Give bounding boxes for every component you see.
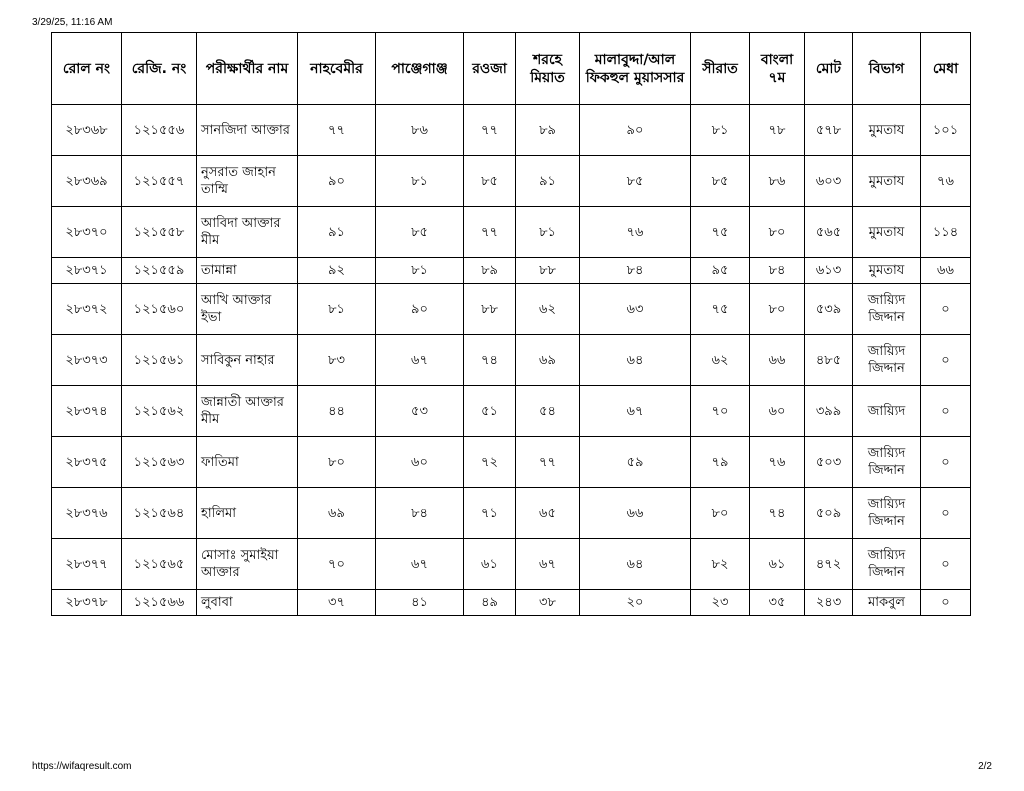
rawja-cell: ৬১ bbox=[464, 539, 516, 590]
print-datetime: 3/29/25, 11:16 AM bbox=[32, 17, 113, 28]
malabudda-cell: ৯০ bbox=[580, 105, 691, 156]
sharhe-miyat-cell: ৮৯ bbox=[516, 105, 580, 156]
roll-cell: ২৮৩৭২ bbox=[52, 284, 122, 335]
header-nahbemir: নাহবেমীর bbox=[298, 33, 376, 105]
malabudda-cell: ৬৩ bbox=[580, 284, 691, 335]
bangla-cell: ৮৬ bbox=[750, 156, 805, 207]
malabudda-cell: ৭৬ bbox=[580, 207, 691, 258]
page-number: 2/2 bbox=[978, 761, 992, 772]
merit-cell: ০ bbox=[921, 437, 971, 488]
reg-cell: ১২১৫৬১ bbox=[122, 335, 197, 386]
sirat-cell: ৭৯ bbox=[691, 437, 750, 488]
header-division: বিভাগ bbox=[853, 33, 921, 105]
name-cell: মোসাঃ সুমাইয়া আক্তার bbox=[197, 539, 298, 590]
merit-cell: ৭৬ bbox=[921, 156, 971, 207]
table-row bbox=[52, 156, 971, 207]
panjeganj-cell: ৬৭ bbox=[376, 539, 464, 590]
roll-cell: ২৮৩৬৮ bbox=[52, 105, 122, 156]
merit-cell: ০ bbox=[921, 284, 971, 335]
sharhe-miyat-cell: ৩৮ bbox=[516, 590, 580, 616]
header-malabudda: মালাবুদ্দা/আল ফিকহুল মুয়াসসার bbox=[580, 33, 691, 105]
bangla-cell: ৮০ bbox=[750, 284, 805, 335]
nahbemir-cell: ৯১ bbox=[298, 207, 376, 258]
roll-cell: ২৮৩৭৪ bbox=[52, 386, 122, 437]
bangla-cell: ৭৪ bbox=[750, 488, 805, 539]
rawja-cell: ৭১ bbox=[464, 488, 516, 539]
panjeganj-cell: ৮৪ bbox=[376, 488, 464, 539]
rawja-cell: ৭২ bbox=[464, 437, 516, 488]
sirat-cell: ৯৫ bbox=[691, 258, 750, 284]
bangla-cell: ৮০ bbox=[750, 207, 805, 258]
roll-cell: ২৮৩৭৩ bbox=[52, 335, 122, 386]
nahbemir-cell: ৩৭ bbox=[298, 590, 376, 616]
sirat-cell: ৭৫ bbox=[691, 284, 750, 335]
nahbemir-cell: ৮১ bbox=[298, 284, 376, 335]
malabudda-cell: ৬৪ bbox=[580, 335, 691, 386]
table-row bbox=[52, 284, 971, 335]
malabudda-cell: ২০ bbox=[580, 590, 691, 616]
panjeganj-cell: ৮৬ bbox=[376, 105, 464, 156]
division-cell: জায়্যিদ bbox=[853, 386, 921, 437]
sirat-cell: ৮৫ bbox=[691, 156, 750, 207]
rawja-cell: ৮৯ bbox=[464, 258, 516, 284]
name-cell: আখি আক্তার ইভা bbox=[197, 284, 298, 335]
reg-cell: ১২১৫৬৪ bbox=[122, 488, 197, 539]
sharhe-miyat-cell: ৯১ bbox=[516, 156, 580, 207]
table-row bbox=[52, 335, 971, 386]
malabudda-cell: ৬৬ bbox=[580, 488, 691, 539]
table-row bbox=[52, 258, 971, 284]
panjeganj-cell: ৮১ bbox=[376, 156, 464, 207]
sirat-cell: ৭০ bbox=[691, 386, 750, 437]
header-sirat: সীরাত bbox=[691, 33, 750, 105]
header-bangla: বাংলা ৭ম bbox=[750, 33, 805, 105]
nahbemir-cell: ৭০ bbox=[298, 539, 376, 590]
header-roll: রোল নং bbox=[52, 33, 122, 105]
table-row bbox=[52, 488, 971, 539]
sharhe-miyat-cell: ৭৭ bbox=[516, 437, 580, 488]
reg-cell: ১২১৫৫৮ bbox=[122, 207, 197, 258]
sharhe-miyat-cell: ৬২ bbox=[516, 284, 580, 335]
merit-cell: ০ bbox=[921, 335, 971, 386]
panjeganj-cell: ৪১ bbox=[376, 590, 464, 616]
sirat-cell: ৮২ bbox=[691, 539, 750, 590]
panjeganj-cell: ৯০ bbox=[376, 284, 464, 335]
sirat-cell: ৭৫ bbox=[691, 207, 750, 258]
bangla-cell: ৬১ bbox=[750, 539, 805, 590]
reg-cell: ১২১৫৬৩ bbox=[122, 437, 197, 488]
total-cell: ৫০৩ bbox=[805, 437, 853, 488]
total-cell: ৬১৩ bbox=[805, 258, 853, 284]
table-row bbox=[52, 105, 971, 156]
reg-cell: ১২১৫৬৬ bbox=[122, 590, 197, 616]
total-cell: ২৪৩ bbox=[805, 590, 853, 616]
division-cell: জায়্যিদ জিদ্দান bbox=[853, 284, 921, 335]
nahbemir-cell: ৬৯ bbox=[298, 488, 376, 539]
rawja-cell: ৭৭ bbox=[464, 207, 516, 258]
panjeganj-cell: ৫৩ bbox=[376, 386, 464, 437]
rawja-cell: ৪৯ bbox=[464, 590, 516, 616]
division-cell: জায়্যিদ জিদ্দান bbox=[853, 437, 921, 488]
nahbemir-cell: ৯২ bbox=[298, 258, 376, 284]
roll-cell: ২৮৩৭৮ bbox=[52, 590, 122, 616]
header-total: মোট bbox=[805, 33, 853, 105]
reg-cell: ১২১৫৫৭ bbox=[122, 156, 197, 207]
total-cell: ৪৭২ bbox=[805, 539, 853, 590]
total-cell: ৪৮৫ bbox=[805, 335, 853, 386]
malabudda-cell: ৮৪ bbox=[580, 258, 691, 284]
rawja-cell: ৮৮ bbox=[464, 284, 516, 335]
name-cell: সাবিকুন নাহার bbox=[197, 335, 298, 386]
merit-cell: ০ bbox=[921, 488, 971, 539]
name-cell: তামান্না bbox=[197, 258, 298, 284]
header-sharhe-miyat: শরহে মিয়াত bbox=[516, 33, 580, 105]
sharhe-miyat-cell: ৫৪ bbox=[516, 386, 580, 437]
sharhe-miyat-cell: ৬৯ bbox=[516, 335, 580, 386]
table-row bbox=[52, 437, 971, 488]
name-cell: লুবাবা bbox=[197, 590, 298, 616]
division-cell: মুমতায bbox=[853, 156, 921, 207]
malabudda-cell: ৬৪ bbox=[580, 539, 691, 590]
sharhe-miyat-cell: ৮১ bbox=[516, 207, 580, 258]
reg-cell: ১২১৫৫৯ bbox=[122, 258, 197, 284]
rawja-cell: ৫১ bbox=[464, 386, 516, 437]
header-name: পরীক্ষার্থীর নাম bbox=[197, 33, 298, 105]
merit-cell: ০ bbox=[921, 386, 971, 437]
reg-cell: ১২১৫৬২ bbox=[122, 386, 197, 437]
nahbemir-cell: ৮৩ bbox=[298, 335, 376, 386]
table-row bbox=[52, 539, 971, 590]
merit-cell: ১০১ bbox=[921, 105, 971, 156]
reg-cell: ১২১৫৬০ bbox=[122, 284, 197, 335]
nahbemir-cell: ৯০ bbox=[298, 156, 376, 207]
division-cell: মুমতায bbox=[853, 105, 921, 156]
rawja-cell: ৭৪ bbox=[464, 335, 516, 386]
total-cell: ৫০৯ bbox=[805, 488, 853, 539]
sirat-cell: ২৩ bbox=[691, 590, 750, 616]
name-cell: আবিদা আক্তার মীম bbox=[197, 207, 298, 258]
malabudda-cell: ৮৫ bbox=[580, 156, 691, 207]
malabudda-cell: ৫৯ bbox=[580, 437, 691, 488]
division-cell: জায়্যিদ জিদ্দান bbox=[853, 539, 921, 590]
sirat-cell: ৮১ bbox=[691, 105, 750, 156]
nahbemir-cell: ৭৭ bbox=[298, 105, 376, 156]
header-row bbox=[52, 33, 971, 105]
nahbemir-cell: ৪৪ bbox=[298, 386, 376, 437]
bangla-cell: ৭৬ bbox=[750, 437, 805, 488]
division-cell: জায়্যিদ জিদ্দান bbox=[853, 335, 921, 386]
merit-cell: ৬৬ bbox=[921, 258, 971, 284]
print-url: https://wifaqresult.com bbox=[32, 761, 132, 772]
roll-cell: ২৮৩৭১ bbox=[52, 258, 122, 284]
roll-cell: ২৮৩৭৭ bbox=[52, 539, 122, 590]
bangla-cell: ৭৮ bbox=[750, 105, 805, 156]
bangla-cell: ৩৫ bbox=[750, 590, 805, 616]
division-cell: মাকবুল bbox=[853, 590, 921, 616]
bangla-cell: ৮৪ bbox=[750, 258, 805, 284]
nahbemir-cell: ৮০ bbox=[298, 437, 376, 488]
rawja-cell: ৭৭ bbox=[464, 105, 516, 156]
table-row bbox=[52, 207, 971, 258]
bangla-cell: ৬৬ bbox=[750, 335, 805, 386]
merit-cell: ১১৪ bbox=[921, 207, 971, 258]
sharhe-miyat-cell: ৮৮ bbox=[516, 258, 580, 284]
sharhe-miyat-cell: ৬৫ bbox=[516, 488, 580, 539]
total-cell: ৬০৩ bbox=[805, 156, 853, 207]
total-cell: ৫৭৮ bbox=[805, 105, 853, 156]
merit-cell: ০ bbox=[921, 539, 971, 590]
panjeganj-cell: ৮৫ bbox=[376, 207, 464, 258]
name-cell: ফাতিমা bbox=[197, 437, 298, 488]
roll-cell: ২৮৩৭৫ bbox=[52, 437, 122, 488]
roll-cell: ২৮৩৭৬ bbox=[52, 488, 122, 539]
division-cell: জায়্যিদ জিদ্দান bbox=[853, 488, 921, 539]
name-cell: সানজিদা আক্তার bbox=[197, 105, 298, 156]
merit-cell: ০ bbox=[921, 590, 971, 616]
roll-cell: ২৮৩৭০ bbox=[52, 207, 122, 258]
header-merit: মেধা bbox=[921, 33, 971, 105]
name-cell: জান্নাতী আক্তার মীম bbox=[197, 386, 298, 437]
total-cell: ৩৯৯ bbox=[805, 386, 853, 437]
division-cell: মুমতায bbox=[853, 258, 921, 284]
header-reg: রেজি. নং bbox=[122, 33, 197, 105]
malabudda-cell: ৬৭ bbox=[580, 386, 691, 437]
total-cell: ৫৬৫ bbox=[805, 207, 853, 258]
division-cell: মুমতায bbox=[853, 207, 921, 258]
sirat-cell: ৬২ bbox=[691, 335, 750, 386]
name-cell: নুসরাত জাহান তাম্মি bbox=[197, 156, 298, 207]
panjeganj-cell: ৬০ bbox=[376, 437, 464, 488]
sirat-cell: ৮০ bbox=[691, 488, 750, 539]
header-rawja: রওজা bbox=[464, 33, 516, 105]
rawja-cell: ৮৫ bbox=[464, 156, 516, 207]
header-panjeganj: পাঞ্জেগাঞ্জ bbox=[376, 33, 464, 105]
panjeganj-cell: ৮১ bbox=[376, 258, 464, 284]
bangla-cell: ৬০ bbox=[750, 386, 805, 437]
roll-cell: ২৮৩৬৯ bbox=[52, 156, 122, 207]
name-cell: হালিমা bbox=[197, 488, 298, 539]
result-table bbox=[51, 32, 971, 616]
reg-cell: ১২১৫৫৬ bbox=[122, 105, 197, 156]
panjeganj-cell: ৬৭ bbox=[376, 335, 464, 386]
sharhe-miyat-cell: ৬৭ bbox=[516, 539, 580, 590]
table-row bbox=[52, 386, 971, 437]
total-cell: ৫৩৯ bbox=[805, 284, 853, 335]
reg-cell: ১২১৫৬৫ bbox=[122, 539, 197, 590]
table-row bbox=[52, 590, 971, 616]
